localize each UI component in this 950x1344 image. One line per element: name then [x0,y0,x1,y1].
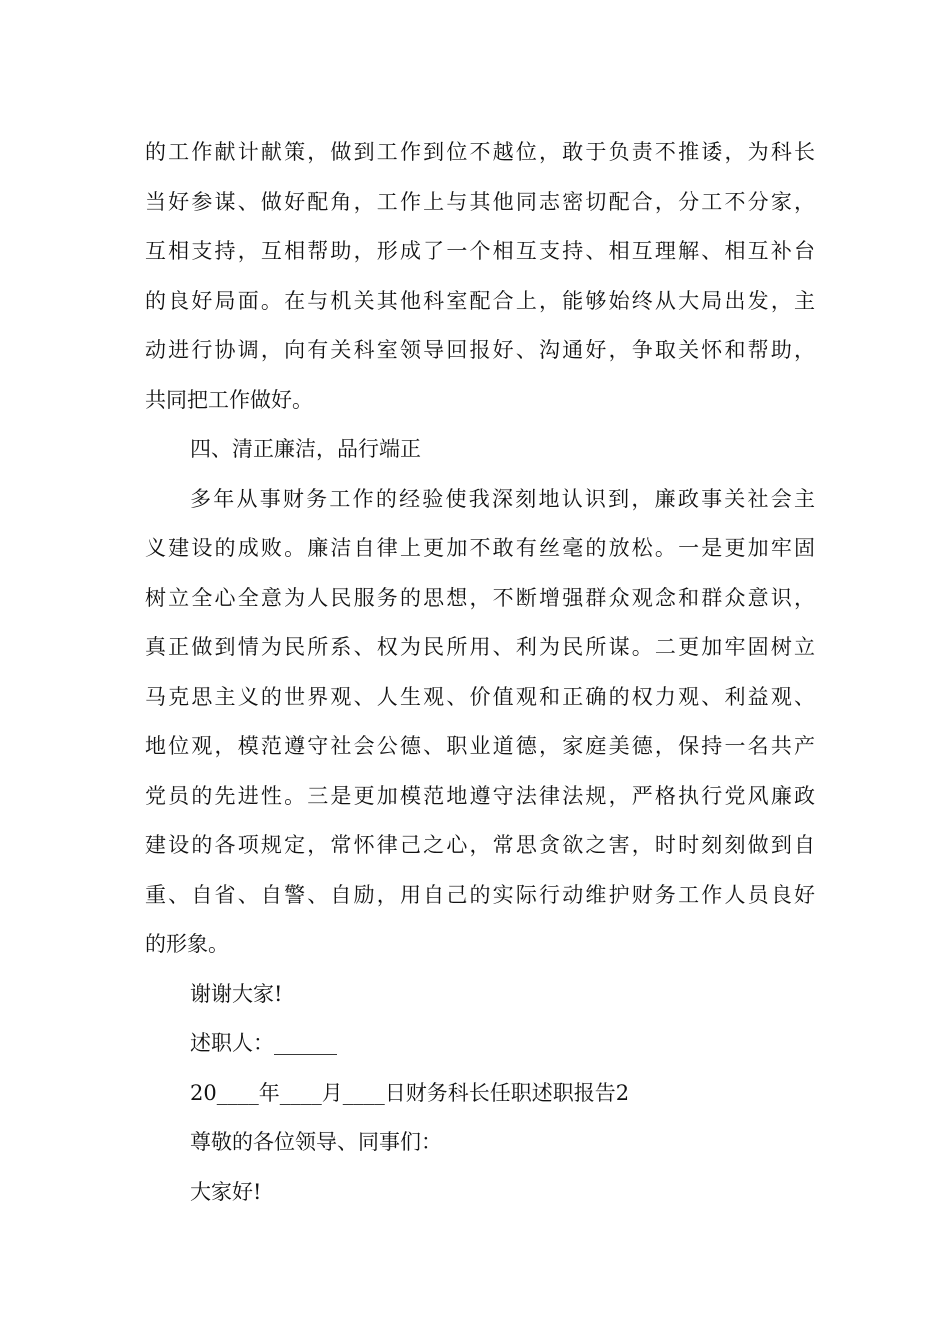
section-heading: 四、清正廉洁，品行端正 [190,437,421,461]
date-title-line: 20____年____月____日财务科长任职述职报告2 [190,1081,630,1105]
greeting: 大家好! [190,1180,262,1204]
paragraph-line: 当好参谋、做好配角，工作上与其他同志密切配合，分工不分家， [145,190,815,214]
paragraph-line: 的形象。 [145,932,229,956]
paragraph-line: 动进行协调，向有关科室领导回报好、沟通好，争取关怀和帮助， [145,338,815,362]
paragraph-line: 党员的先进性。三是更加模范地遵守法律法规，严格执行党风廉政 [145,784,815,808]
paragraph-line: 马克思主义的世界观、人生观、价值观和正确的权力观、利益观、 [145,685,815,709]
paragraph-line: 义建设的成败。廉洁自律上更加不敢有丝毫的放松。一是更加牢固 [145,536,815,560]
paragraph-line: 的工作献计献策，做到工作到位不越位，敢于负责不推诿，为科长 [145,140,815,164]
paragraph-line: 重、自省、自警、自励，用自己的实际行动维护财务工作人员良好 [145,883,815,907]
salutation: 尊敬的各位领导、同事们： [190,1130,442,1154]
paragraph-line: 真正做到情为民所系、权为民所用、利为民所谋。二更加牢固树立 [145,635,815,659]
reporter-signature-line: 述职人：______ [190,1031,337,1055]
paragraph-line: 树立全心全意为人民服务的思想，不断增强群众观念和群众意识， [145,586,815,610]
paragraph-line: 共同把工作做好。 [145,388,313,412]
paragraph-line: 互相支持，互相帮助，形成了一个相互支持、相互理解、相互补台 [145,239,815,263]
closing-thanks: 谢谢大家! [190,982,283,1006]
paragraph-line: 的良好局面。在与机关其他科室配合上，能够始终从大局出发，主 [145,289,815,313]
paragraph-line: 多年从事财务工作的经验使我深刻地认识到，廉政事关社会主 [190,487,815,511]
paragraph-line: 地位观，模范遵守社会公德、职业道德，家庭美德，保持一名共产 [145,734,815,758]
paragraph-line: 建设的各项规定，常怀律己之心，常思贪欲之害，时时刻刻做到自 [145,833,815,857]
